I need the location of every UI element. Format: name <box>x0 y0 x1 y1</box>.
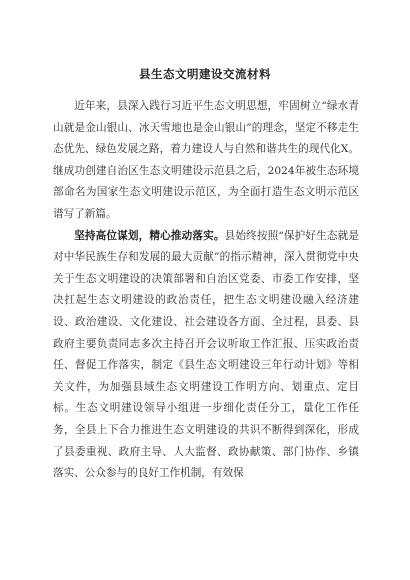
document-body <box>53 96 359 485</box>
paragraph-planning-lead: 坚持高位谋划，精心推动落实。 <box>74 229 225 242</box>
document-title: 县生态文明建设交流材料 <box>139 67 271 81</box>
paragraph-planning <box>53 226 359 485</box>
paragraph-planning-text: 县始终按照“保护好生态就是对中华民族生存和发展的最大贡献”的指示精神，深入贯彻党中央关于生态文明建设的决策部署和自治区党委、市委工作安排，坚决扛起生态文明建设的政治责任，把生态文明建设融入经济建设、政治建设、文化建设、社会建设各方面、全过程，县委、县政府主要负责同志多次主持召开会议听取工作汇报、压实政治责任、督促工作落实，制定《县生态文明建设三年行动计划》等相关文件，为加强县域生态文明建设工作明方向、划重点、定目标。生态文明建设领导小组进一步细化责任分工，量化工作任务，全县上下合力推进生态文明建设的共识不断得到深化，形成了县委重视、政府主导、人大监督、政协献策、部门协作、乡镇落实、公众参与的良好工作机制，有效保 <box>53 229 360 480</box>
paragraph-intro-text: 近年来，县深入践行习近平生态文明思想，牢固树立“绿水青山就是金山银山、冰天雪地也是金山银山”的理念，坚定不移走生态优先、绿色发展之路，着力建设人与自然和谐共生的现代化X。继成功创建自治区生态文明建设示范县之后，2024年被生态环境部命名为国家生态文明建设示范区，为全面打造生态文明示范区谱写了新篇。 <box>53 100 359 220</box>
paragraph-intro <box>53 96 359 226</box>
